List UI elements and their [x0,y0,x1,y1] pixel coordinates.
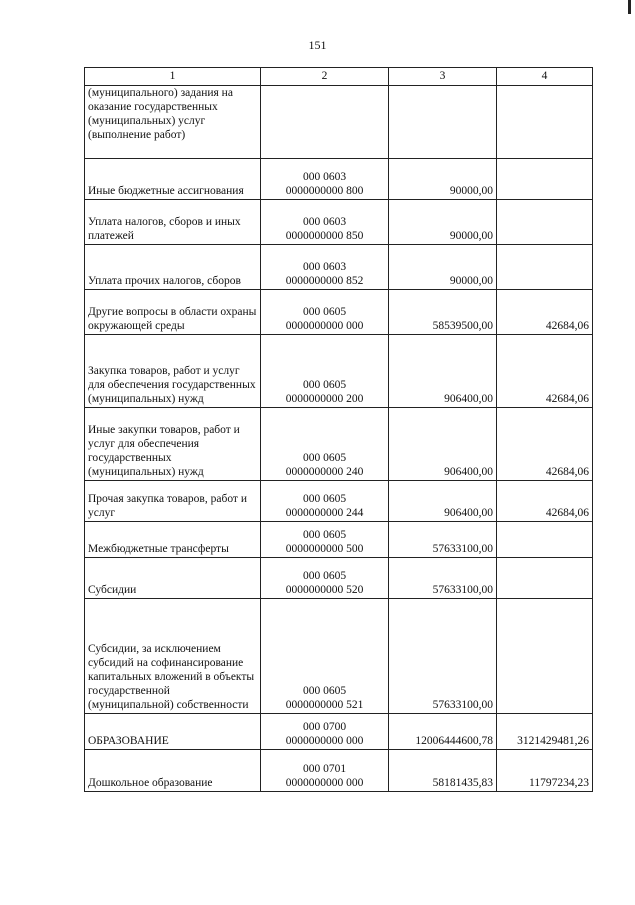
row-name: Иные бюджетные ассигнования [85,159,261,200]
amount-col3: 57633100,00 [389,522,497,558]
page-number: 151 [308,38,327,52]
row-name: Иные закупки товаров, работ и услуг для обеспечения государственных (муниципальных) нужд [85,408,261,481]
amount-col3: 906400,00 [389,335,497,408]
row-name: Уплата налогов, сборов и иных платежей [85,200,261,245]
budget-code [261,200,389,245]
amount-col4: 11797234,23 [497,750,593,792]
row-name: ОБРАЗОВАНИЕ [85,714,261,750]
code-item: 0000000000 800 [285,185,364,197]
amount-col3: 58181435,83 [389,750,497,792]
budget-code [261,245,389,290]
budget-code [261,599,389,714]
amount-col3: 906400,00 [389,481,497,522]
row-name: Субсидии [85,558,261,599]
code-section: 000 0605 [302,379,347,391]
table-row [85,558,593,599]
amount-col4: 3121429481,26 [497,714,593,750]
code-section: 000 0605 [302,493,347,505]
budget-code [261,558,389,599]
code-section: 000 0605 [302,529,347,541]
budget-code [261,86,389,159]
code-item: 0000000000 521 [285,699,364,711]
budget-table [84,67,593,792]
code-item: 0000000000 000 [285,777,364,789]
row-name: Закупка товаров, работ и услуг для обеспечения государственных (муниципальных) нужд [85,335,261,408]
code-section: 000 0603 [302,171,347,183]
budget-code [261,290,389,335]
code-section: 000 0603 [302,261,347,273]
table-row [85,86,593,159]
code-item: 0000000000 500 [285,543,364,555]
amount-col3: 90000,00 [389,159,497,200]
amount-col3: 57633100,00 [389,599,497,714]
column-header: 2 [261,68,389,86]
table-row [85,481,593,522]
code-item: 0000000000 240 [285,466,364,478]
row-name: (муниципального) задания на оказание государственных (муниципальных) услуг (выполнение работ) [85,86,261,159]
code-section: 000 0605 [302,306,347,318]
column-header: 3 [389,68,497,86]
amount-col4: 42684,06 [497,481,593,522]
budget-code [261,408,389,481]
code-item: 0000000000 000 [285,735,364,747]
amount-col4: 42684,06 [497,408,593,481]
code-item: 0000000000 852 [285,275,364,287]
table-row [85,200,593,245]
amount-col4 [497,558,593,599]
code-item: 0000000000 000 [285,320,364,332]
header-row [85,68,593,86]
table-row [85,522,593,558]
code-item: 0000000000 200 [285,393,364,405]
row-name: Прочая закупка товаров, работ и услуг [85,481,261,522]
budget-code [261,714,389,750]
column-header: 4 [497,68,593,86]
code-section: 000 0701 [302,763,347,775]
amount-col4 [497,200,593,245]
table-row [85,335,593,408]
table-row [85,714,593,750]
amount-col4 [497,522,593,558]
amount-col3: 58539500,00 [389,290,497,335]
budget-code [261,335,389,408]
table-row [85,408,593,481]
amount-col4 [497,245,593,290]
code-section: 000 0603 [302,216,347,228]
table-row [85,290,593,335]
code-item: 0000000000 520 [285,584,364,596]
scan-mark [628,0,631,14]
amount-col3: 90000,00 [389,200,497,245]
code-section: 000 0605 [302,685,347,697]
amount-col4 [497,599,593,714]
code-section: 000 0700 [302,721,347,733]
budget-code [261,481,389,522]
code-item: 0000000000 244 [285,507,364,519]
code-section: 000 0605 [302,452,347,464]
amount-col3 [389,86,497,159]
amount-col4: 42684,06 [497,290,593,335]
amount-col4 [497,86,593,159]
row-name: Субсидии, за исключением субсидий на софинансирование капитальных вложений в объекты государственной (муниципальной) собственности [85,599,261,714]
amount-col4 [497,159,593,200]
amount-col3: 906400,00 [389,408,497,481]
table-row [85,159,593,200]
budget-code [261,522,389,558]
budget-code [261,159,389,200]
amount-col4: 42684,06 [497,335,593,408]
code-section: 000 0605 [302,570,347,582]
code-item: 0000000000 850 [285,230,364,242]
amount-col3: 12006444600,78 [389,714,497,750]
column-header: 1 [85,68,261,86]
amount-col3: 90000,00 [389,245,497,290]
table-row [85,599,593,714]
table-row [85,750,593,792]
table-row [85,245,593,290]
row-name: Межбюджетные трансферты [85,522,261,558]
budget-code [261,750,389,792]
row-name: Уплата прочих налогов, сборов [85,245,261,290]
amount-col3: 57633100,00 [389,558,497,599]
row-name: Дошкольное образование [85,750,261,792]
row-name: Другие вопросы в области охраны окружающей среды [85,290,261,335]
